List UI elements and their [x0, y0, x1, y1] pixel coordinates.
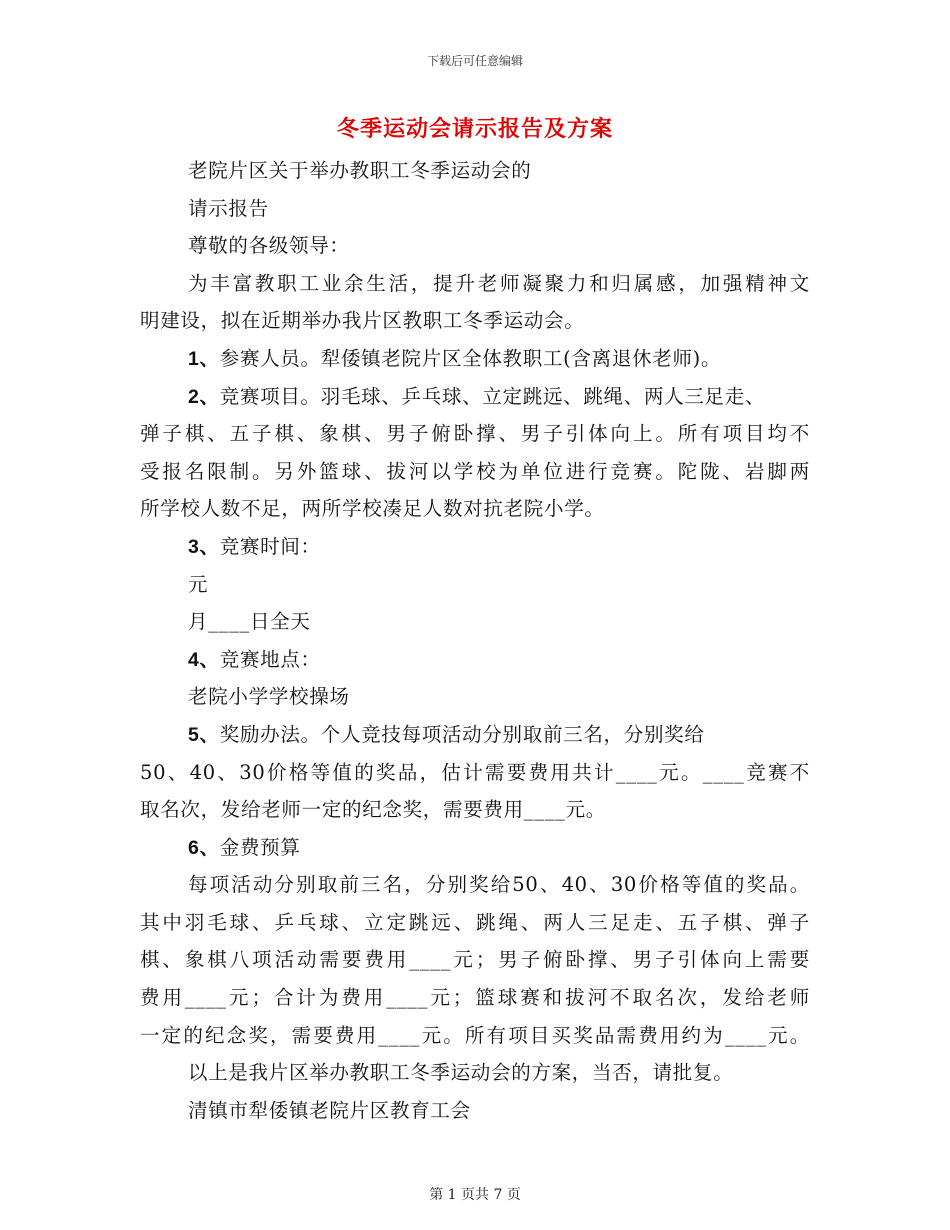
section-text: 竞赛时间： — [219, 534, 321, 558]
section-text: 竞赛项目。羽毛球、乒乓球、立定跳远、跳绳、两人三足走、 — [219, 384, 766, 408]
time-line: 元 — [188, 572, 209, 596]
section-text: 竞赛地点： — [219, 647, 321, 671]
intro-paragraph-line: 明建设，拟在近期举办我片区教职工冬季运动会。 — [140, 309, 585, 333]
section-number: 5、 — [188, 723, 220, 746]
intro-paragraph-line: 为丰富教职工业余生活，提升老师凝聚力和归属感，加强精神文 — [188, 271, 810, 295]
report-heading-line2: 请示报告 — [188, 196, 269, 220]
section-text: 奖励办法。个人竞技每项活动分别取前三名，分别奖给 — [219, 722, 705, 746]
page-number: 第 1 页共 7 页 — [429, 1187, 521, 1203]
section-number: 2、 — [188, 385, 220, 408]
section-rewards — [140, 716, 810, 754]
budget-paragraph-line: 费用____元；合计为费用____元；篮球赛和拔河不取名次，发给老师 — [140, 986, 810, 1010]
section-time — [140, 528, 810, 566]
time-line: 月____日全天 — [188, 610, 311, 634]
closing-line: 以上是我片区举办教职工冬季运动会的方案，当否，请批复。 — [188, 1061, 734, 1085]
salutation: 尊敬的各级领导： — [188, 234, 350, 258]
section-number: 1、 — [188, 347, 220, 370]
section-text: 参赛人员。犁倭镇老院片区全体教职工(含离退休老师)。 — [219, 346, 722, 370]
budget-paragraph-line: 每项活动分别取前三名，分别奖给50、40、30价格等值的奖品。 — [188, 873, 810, 897]
section-text: 金费预算 — [219, 835, 301, 859]
section-budget — [140, 829, 810, 867]
events-paragraph-line: 所学校人数不足，两所学校凑足人数对抗老院小学。 — [140, 497, 605, 521]
report-heading-line1: 老院片区关于举办教职工冬季运动会的 — [188, 159, 532, 182]
budget-paragraph-line: 其中羽毛球、乒乓球、立定跳远、跳绳、两人三足走、五子棋、弹子 — [140, 910, 810, 934]
events-paragraph-line: 受报名限制。另外篮球、拔河以学校为单位进行竞赛。陀陇、岩脚两 — [140, 459, 810, 483]
section-participants — [140, 340, 810, 378]
section-number: 4、 — [188, 648, 220, 671]
section-location — [140, 641, 810, 679]
rewards-paragraph-line: 取名次，发给老师一定的纪念奖，需要费用____元。 — [140, 798, 607, 822]
section-number: 3、 — [188, 535, 220, 558]
section-number: 6、 — [188, 836, 220, 859]
section-events — [140, 378, 810, 416]
signature-line: 清镇市犁倭镇老院片区教育工会 — [188, 1098, 471, 1122]
page-header-note: 下载后可任意编辑 — [426, 54, 523, 68]
events-paragraph-line: 弹子棋、五子棋、象棋、男子俯卧撑、男子引体向上。所有项目均不 — [140, 422, 810, 446]
rewards-paragraph-line: 50、40、30价格等值的奖品，估计需要费用共计____元。____竞赛不 — [140, 760, 810, 784]
document-title: 冬季运动会请示报告及方案 — [336, 116, 613, 142]
budget-paragraph-line: 一定的纪念奖，需要费用____元。所有项目买奖品需费用约为____元。 — [140, 1023, 810, 1047]
location-line: 老院小学学校操场 — [188, 685, 350, 709]
document-body — [140, 152, 810, 1129]
budget-paragraph-line: 棋、象棋八项活动需要费用____元；男子俯卧撑、男子引体向上需要 — [140, 948, 810, 972]
